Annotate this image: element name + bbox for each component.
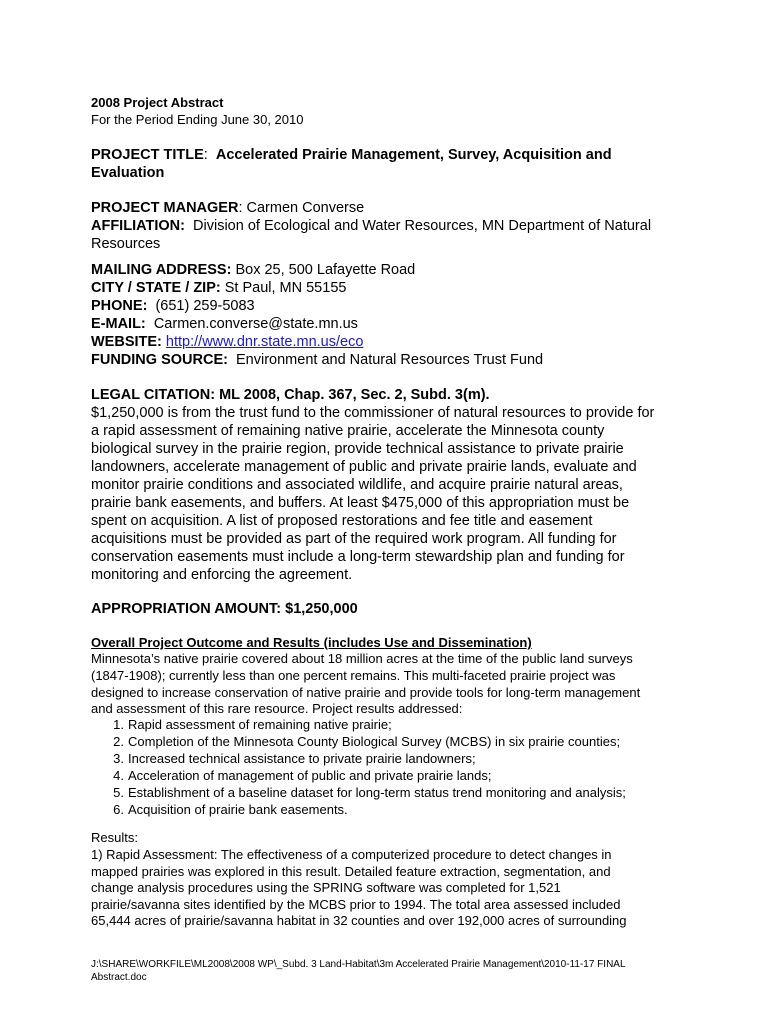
city-state-zip bbox=[91, 279, 346, 297]
mailing-address bbox=[91, 261, 415, 279]
project-title-cont: Evaluation bbox=[91, 165, 165, 181]
email bbox=[91, 315, 358, 333]
footer-line: J:\SHARE\WORKFILE\ML2008\2008 WP\_Subd. 3 Land-Habitat\3m Accelerated Prairie Management\2010-11-17 FINAL bbox=[91, 959, 626, 970]
phone-value: (651) 259-5083 bbox=[155, 298, 255, 314]
addressed-results-list bbox=[112, 716, 626, 818]
funding-source bbox=[91, 351, 543, 369]
outcome-line: and assessment of this rare resource. Project results addressed: bbox=[91, 701, 463, 716]
outcome-line: (1847-1908); currently less than one percent remains. This multi-faceted prairie project was bbox=[91, 668, 616, 683]
affiliation-value: Division of Ecological and Water Resources, MN Department of Natural bbox=[193, 218, 652, 234]
abstract-title: 2008 Project Abstract bbox=[91, 95, 224, 110]
city-value: St Paul, MN 55155 bbox=[224, 280, 347, 296]
outcome-line: Minnesota’s native prairie covered about 18 million acres at the time of the public land surveys bbox=[91, 651, 633, 666]
legal-line: biological survey in the prairie region, provide technical assistance to private prairie bbox=[91, 441, 624, 457]
mailing-value: Box 25, 500 Lafayette Road bbox=[235, 262, 416, 278]
project-title-label: PROJECT TITLE bbox=[91, 147, 204, 163]
website-link[interactable]: http://www.dnr.state.mn.us/eco bbox=[165, 334, 364, 350]
city-label: CITY / STATE / ZIP: bbox=[91, 280, 221, 296]
legal-line: acquisitions must be provided as part of the required work program. All funding for bbox=[91, 531, 617, 547]
results-heading: Results: bbox=[91, 830, 138, 845]
website-label: WEBSITE: bbox=[91, 334, 162, 350]
phone-label: PHONE: bbox=[91, 298, 148, 314]
legal-line: $1,250,000 is from the trust fund to the commissioner of natural resources to provide for bbox=[91, 405, 655, 421]
list-item: 1. Rapid assessment of remaining native prairie; bbox=[113, 717, 392, 732]
funding-label: FUNDING SOURCE: bbox=[91, 352, 228, 368]
legal-citation-heading: LEGAL CITATION: ML 2008, Chap. 367, Sec. 2, Subd. 3(m). bbox=[91, 387, 490, 403]
project-title-value: Accelerated Prairie Management, Survey, Acquisition and bbox=[215, 147, 612, 163]
manager-value: : Carmen Converse bbox=[238, 200, 365, 216]
affiliation-label: AFFILIATION: bbox=[91, 218, 185, 234]
footer-line: Abstract.doc bbox=[91, 972, 147, 983]
email-value: Carmen.converse@state.mn.us bbox=[153, 316, 358, 332]
appropriation-amount: APPROPRIATION AMOUNT: $1,250,000 bbox=[91, 601, 358, 617]
results-line: 1) Rapid Assessment: The effectiveness of a computerized procedure to detect changes in bbox=[91, 847, 612, 862]
legal-line: a rapid assessment of remaining native prairie, accelerate the Minnesota county bbox=[91, 423, 605, 439]
legal-line: monitor prairie conditions and associated wildlife, and acquire prairie natural areas, bbox=[91, 477, 623, 493]
email-label: E-MAIL: bbox=[91, 316, 146, 332]
results-line: prairie/savanna sites identified by the MCBS prior to 1994. The total area assessed included bbox=[91, 897, 621, 912]
affiliation bbox=[91, 217, 651, 235]
phone bbox=[91, 297, 255, 315]
results-line: change analysis procedures using the SPRING software was completed for 1,521 bbox=[91, 880, 561, 895]
project-manager bbox=[91, 199, 364, 217]
results-line: 65,444 acres of prairie/savanna habitat in 32 counties and over 192,000 acres of surrounding bbox=[91, 913, 627, 928]
list-item: 3. Increased technical assistance to private prairie landowners; bbox=[113, 751, 476, 766]
legal-line: conservation easements must include a long-term stewardship plan and funding for bbox=[91, 549, 625, 565]
list-item: 4. Acceleration of management of public and private prairie lands; bbox=[113, 768, 492, 783]
list-item: 2. Completion of the Minnesota County Biological Survey (MCBS) in six prairie counties; bbox=[113, 734, 621, 749]
manager-label: PROJECT MANAGER bbox=[91, 200, 239, 216]
list-item: 5. Establishment of a baseline dataset for long-term status trend monitoring and analysis; bbox=[113, 785, 626, 800]
website bbox=[91, 333, 363, 351]
list-item: 6. Acquisition of prairie bank easements. bbox=[113, 802, 348, 817]
period-line: For the Period Ending June 30, 2010 bbox=[91, 112, 304, 127]
outcome-heading: Overall Project Outcome and Results (includes Use and Dissemination) bbox=[91, 635, 532, 650]
legal-line: monitoring and enforcing the agreement. bbox=[91, 567, 353, 583]
mailing-label: MAILING ADDRESS: bbox=[91, 262, 232, 278]
legal-line: landowners, accelerate management of public and private prairie lands, evaluate and bbox=[91, 459, 637, 475]
legal-line: prairie bank easements, and buffers. At least $475,000 of this appropriation must be bbox=[91, 495, 630, 511]
project-title: PROJECT TITLE: Accelerated Prairie Management, Survey, Acquisition and bbox=[91, 147, 612, 163]
file-path-footer bbox=[91, 958, 626, 984]
legal-line: spent on acquisition. A list of proposed restorations and fee title and easement bbox=[91, 513, 593, 529]
results-line: mapped prairies was explored in this result. Detailed feature extraction, segmentation, and bbox=[91, 864, 611, 879]
outcome-line: designed to increase conservation of native prairie and provide tools for long-term management bbox=[91, 685, 641, 700]
funding-value: Environment and Natural Resources Trust Fund bbox=[236, 352, 544, 368]
affiliation-cont: Resources bbox=[91, 236, 161, 252]
